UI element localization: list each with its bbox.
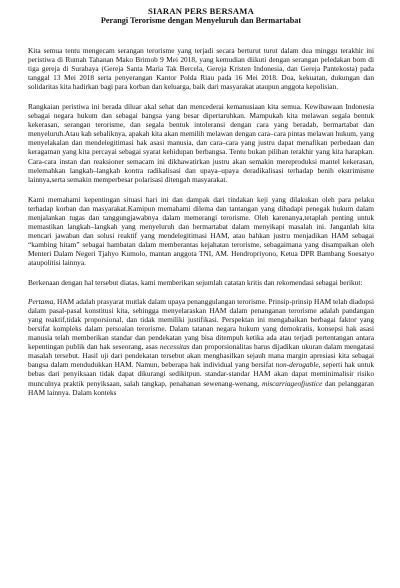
point-1-text-a: HAM adalah prasyarat mutlak dalam upaya penanggulangan terorisme. Prinsip-prinsip HAM telah diadopsi dalam pasal-pasal konstitusi kita, sehingga menyelaraskan HAM dalam penanganan terorisme adalah pandangan yang reaktif,tidak proporsional, dan tidak memiliki justifikasi. Perspektan ini mengabaikan berbagai faktor yang bersifat kompleks dalam persoalan terorisme. Dalam tatanan negara hukum yang demokratis, konsepsi hak asasi manusia telah memberikan standar dan pendekatan yang bisa ditempuh ketika ada atau terjadi pertentangan antara kepentingan publik dan hak seseorang, asas [28,297,374,352]
term-non-derogable: non-derogable [275,360,319,370]
paragraph-intro: Kita semua tentu mengecam serangan terorisme yang terjadi secara berturut turut dalam dua minggu terakhir ini peristiwa di Rumah Tahanan Mako Brimob 9 Mei 2018, yang kemudian diikuti dengan serangan peledakan bom di tiga gereja di Surabaya (Gereja Santa Maria Tak Bercela, Gereja Kristen Indonesia, dan Gereja Pantekosta) pada tanggal 13 Mei 2018 serta penyerangan Kantor Polda Riau pada 16 Mei 2018. Doa, kekuatan, dukungan dan solidaritas kita hadirkan bagi para korban dan keluarga, baik dari masyarakat ataupun anggota kepolisian. [28,46,374,92]
point-1-text-b: dan proporsionalitas harus dijadikan ukuran dalam mengatasi masalah tersebut. Hasil uji dari pendekatan tersebut akan menghasilkan sejauh mana margin apresiasi kita sebagai bangsa dalam mendudukkan HAM. Namun, beberapa hak individual yang bersifat [28,342,374,370]
point-1-text-c: , seperti hak untuk bebas dari penyiksaan tidak dapat dikurangi sedikitpun. standar-standar HAM akan dapat meminimalisir risiko munculnya praktik penyiksaan, salah tangkap, penahanan sewenang-wenang, [28,360,374,388]
term-miscarriage-of-justice: miscarriageofjustice [261,378,323,388]
paragraph-point-1 [28,297,374,397]
paragraph-context: Rangkaian peristiwa ini berada diluar akal sehat dan mencederai kemanusiaan kita semua. Kewibawaan Indonesia sebagai negara hukum dan sebagai bangsa yang besar dipertaruhkan. Mampukah kita melawan segala bentuk kekerasan, serangan terorisme, dan segala bentuk intoleransi dengan cara yang beradab, bermartabat dan menyeluruh.Atau kah sebaliknya, apakah kita akan memilih melawan dengan cara–cara pintas melawan hukum, yang menyelakalan dan mendelegitimasi hak asasi manusia, dan cara–cara yang justru dapat menafikan perbedaan dan keragaman yang kita percayai sebagai syarat kehidupan berbangsa. Tentu bukan pilihan terakhir yang kita harapkan. Cara-cara instan dan reaksioner semacam ini dikhawatirkan justru akan semakin mereproduksi mantel kekerasan, melemahkan langkah–langkah kontra radikalisasi dan upaya–upaya deradikalisasi terhadap benih ekstrimisme lainnya,serta semakin memperbesar polarisasi ditengah masyarakat. [28,102,374,184]
paragraph-recommendation-lead: Berkenaan dengan hal tersebut diatas, kami memberikan sejumlah catatan kritis dan rekomendasi sebagai berikut: [28,278,363,288]
paragraph-understanding: Kami memahami kepentingan situasi hari ini dan dampak dari tindakan keji yang dilakukan oleh para pelaku terhadap korban dan masyarakat.Kamipun memahami dilema dan tantangan yang dihadapi penegak hukum dalam menjalankan tugas dan tanggungjawabnya dalam memerangi terorisme. Oleh karenanya,tetaplah penting untuk memastikan langkah–langkah yang menyeluruh dan bermartabat dalam menyikapi masalah ini. Janganlah kita mencari jawaban dan solusi reaktif yang mendelegitimasi HAM, atau bahkan justru menjadikan HAM sebagai “kambing hitam” sebagai hambatan dalam memberantas kejahatan terorisme, sebagaimana yang disampaikan oleh Menteri Dalam Negeri Tjahyo Kumolo, mantan anggota TNI, AM. Hendropriyono, Ketua DPR Bambang Soesatyo ataupolitisi lainnya. [28,194,374,267]
press-release-page [28,6,374,408]
document-subtitle: Perangi Terorisme dengan Menyeluruh dan Bermartabat [100,16,302,25]
point-1-text-d: dan pelanggaran HAM lainnya. Dalam konteks [28,378,374,397]
point-1-lead: Pertama, [28,297,56,307]
document-title: SIARAN PERS BERSAMA [148,6,254,16]
term-necessitas: necessitas [159,342,190,352]
